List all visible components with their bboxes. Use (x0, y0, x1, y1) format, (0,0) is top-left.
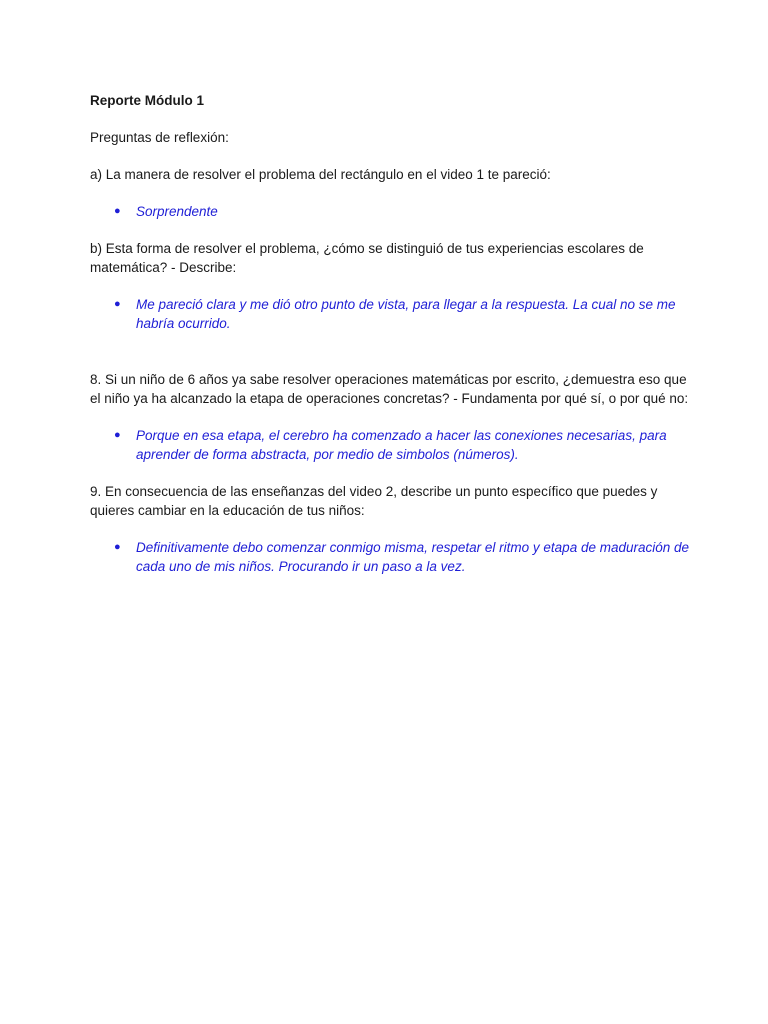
bullet-icon: ● (114, 429, 121, 441)
bullet-icon: ● (114, 205, 121, 217)
answer-text: Me pareció clara y me dió otro punto de vista, para llegar a la respuesta. La cual no se me habría ocurrido. (136, 297, 676, 331)
answer-text: Sorprendente (136, 204, 218, 219)
answer-list-b (90, 295, 690, 333)
question-a: a) La manera de resolver el problema del rectángulo en el video 1 te pareció: (90, 167, 551, 182)
answer-9 (114, 538, 690, 576)
document-body (90, 91, 690, 594)
answer-a (114, 202, 690, 221)
answer-list-a (90, 202, 690, 221)
answer-list-8 (90, 426, 690, 464)
question-9: 9. En consecuencia de las enseñanzas del video 2, describe un punto específico que puedes y quieres cambiar en la educación de tus niños: (90, 484, 658, 518)
bullet-icon: ● (114, 541, 121, 553)
answer-b (114, 295, 690, 333)
answer-text: Definitivamente debo comenzar conmigo misma, respetar el ritmo y etapa de maduración de cada uno de mis niños. Procurando ir un paso a la vez. (136, 540, 690, 574)
question-8: 8. Si un niño de 6 años ya sabe resolver operaciones matemáticas por escrito, ¿demuestra eso que el niño ya ha alcanzado la etapa de operaciones concretas? - Fundamenta por qué sí, o por qué no: (90, 372, 689, 406)
answer-8 (114, 426, 690, 464)
answer-list-9 (90, 538, 690, 576)
bullet-icon: ● (114, 298, 121, 310)
question-b: b) Esta forma de resolver el problema, ¿cómo se distinguió de tus experiencias escolares de matemática? - Describe: (90, 241, 644, 275)
document-subtitle: Preguntas de reflexión: (90, 130, 229, 145)
document-title: Reporte Módulo 1 (90, 93, 204, 108)
answer-text: Porque en esa etapa, el cerebro ha comenzado a hacer las conexiones necesarias, para aprender de forma abstracta, por medio de simbolos (números). (136, 428, 667, 462)
